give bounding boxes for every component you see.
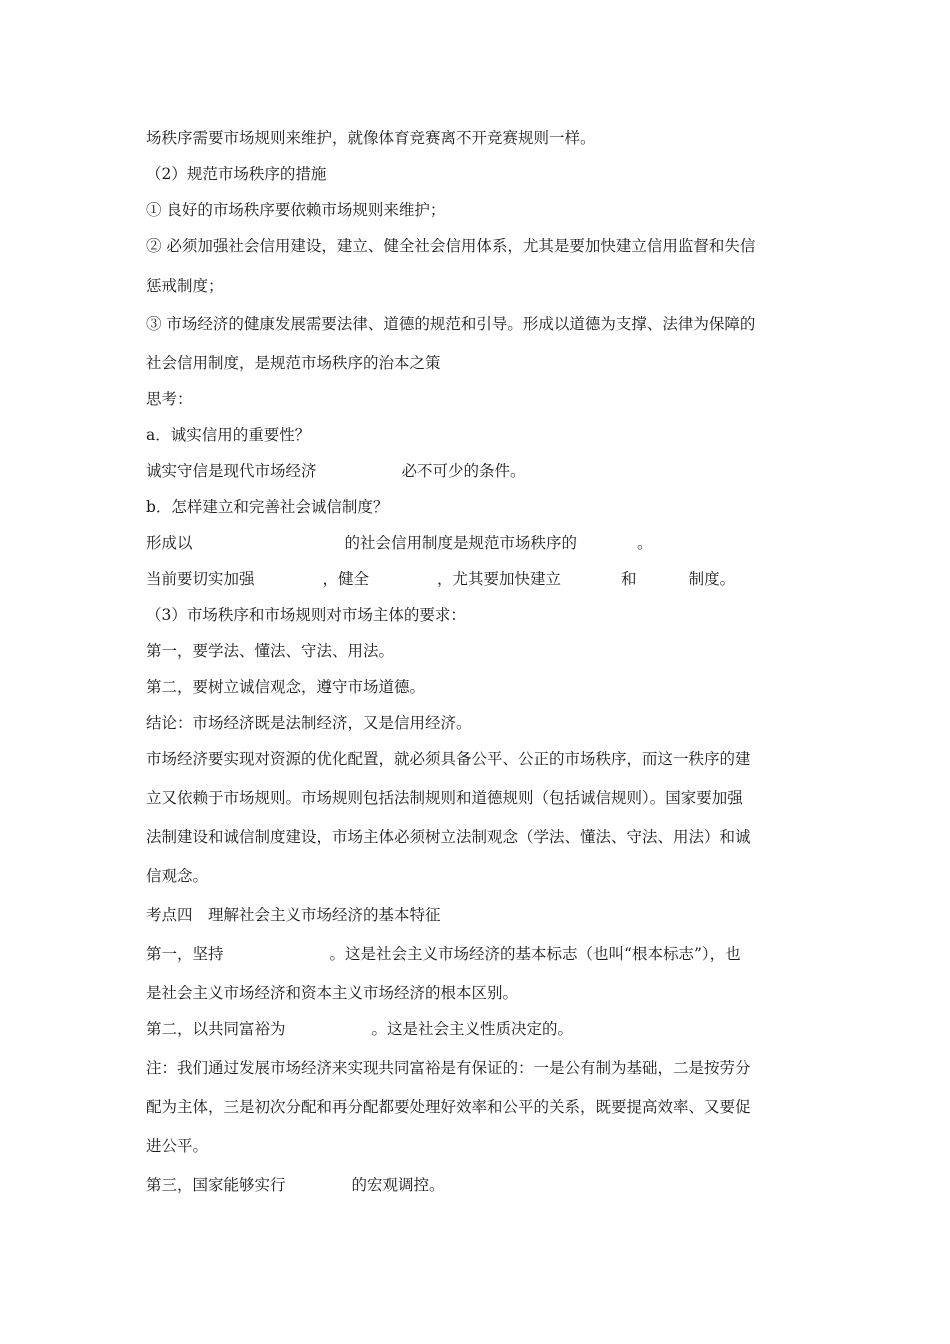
text-line: 是社会主义市场经济和资本主义市场经济的根本区别。: [146, 984, 519, 1002]
fill-blank-line: [146, 461, 816, 481]
text-segment: 的宏观调控。: [351, 1176, 445, 1194]
conclusion-line: 结论：市场经济既是法制经济，又是信用经济。: [146, 714, 472, 732]
fill-blank-line: [146, 944, 816, 964]
text-segment: 当前要切实加强: [146, 570, 255, 588]
text-segment: 第二，以共同富裕为: [146, 1020, 286, 1038]
text-line: 配为主体，三是初次分配和再分配都要处理好效率和公平的关系，既要提高效率、又要促: [146, 1098, 751, 1116]
section-heading: （2）规范市场秩序的措施: [146, 165, 327, 183]
note-line: 注：我们通过发展市场经济来实现共同富裕是有保证的：一是公有制为基础，二是按劳分: [146, 1059, 751, 1077]
text-segment: ，尤其要加快建立: [437, 570, 562, 588]
question-a: a．诚实信用的重要性？: [146, 426, 311, 444]
text-line: 市场经济要实现对资源的优化配置，就必须具备公平、公正的市场秩序，而这一秩序的建: [146, 750, 751, 768]
text-segment: 形成以: [146, 534, 193, 552]
text-segment: 。这是社会主义市场经济的基本标志（也叫“根本标志”），也: [329, 945, 741, 963]
text-line: 第二，要树立诚信观念，遵守市场道德。: [146, 678, 426, 696]
text-segment: ，健全: [322, 570, 370, 588]
section-heading: 考点四 理解社会主义市场经济的基本特征: [146, 906, 441, 924]
fill-blank-line: [146, 569, 816, 589]
text-line: 立又依赖于市场规则。市场规则包括法制规则和道德规则（包括诚信规则）。国家要加强: [146, 789, 743, 807]
text-line: ① 良好的市场秩序要依赖市场规则来维护；: [146, 201, 446, 219]
text-segment: 的社会信用制度是规范市场秩序的: [344, 534, 578, 552]
text-segment: 第一，坚持: [146, 945, 224, 963]
text-segment: 第三，国家能够实行: [146, 1176, 286, 1194]
text-segment: 诚实守信是现代市场经济: [146, 462, 317, 480]
text-line: 信观念。: [146, 867, 209, 885]
section-heading: （3）市场秩序和市场规则对市场主体的要求：: [146, 606, 466, 624]
text-line: 第一，要学法、懂法、守法、用法。: [146, 642, 395, 660]
text-line: ③ 市场经济的健康发展需要法律、道德的规范和引导。形成以道德为支撑、法律为保障的: [146, 315, 756, 333]
text-segment: 和: [621, 570, 637, 588]
question-b: b．怎样建立和完善社会诚信制度？: [146, 498, 389, 516]
text-line: 进公平。: [146, 1137, 209, 1155]
text-segment: 。这是社会主义性质决定的。: [371, 1020, 574, 1038]
text-line: 社会信用制度，是规范市场秩序的治本之策: [146, 354, 441, 372]
fill-blank-line: [146, 533, 816, 553]
text-line: 场秩序需要市场规则来维护，就像体育竞赛离不开竞赛规则一样。: [146, 129, 596, 147]
text-line: 法制建设和诚信制度建设，市场主体必须树立法制观念（学法、懂法、守法、用法）和诚: [146, 828, 751, 846]
fill-blank-line: [146, 1175, 816, 1195]
text-line: 思考：: [146, 390, 193, 408]
text-segment: 。: [637, 534, 653, 552]
text-segment: 必不可少的条件。: [401, 462, 526, 480]
fill-blank-line: [146, 1019, 816, 1039]
text-segment: 制度。: [688, 570, 736, 588]
text-line: 惩戒制度；: [146, 277, 224, 295]
text-line: ② 必须加强社会信用建设，建立、健全社会信用体系，尤其是要加快建立信用监督和失信: [146, 237, 756, 255]
